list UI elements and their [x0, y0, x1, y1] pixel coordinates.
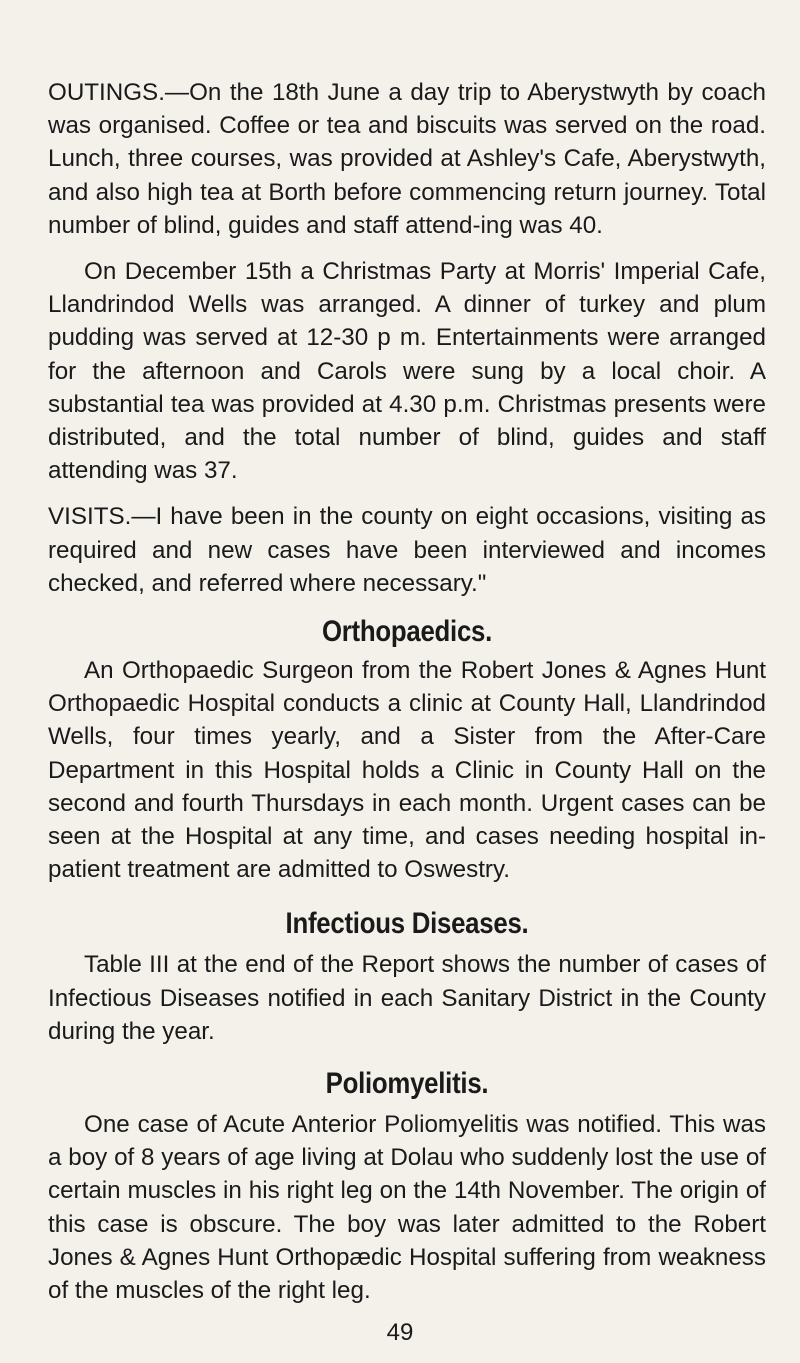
infectious-diseases-paragraph: Table III at the end of the Report shows the number of cases of Infectious Diseases notified in each Sanitary District in the County during the year. [48, 951, 766, 1045]
orthopaedics-heading: Orthopaedics. [321, 615, 493, 649]
visits-paragraph: VISITS.—I have been in the county on eight occasions, visiting as required and new cases have been interviewed and incomes checked, and referred where necessary." [48, 503, 766, 597]
christmas-party-paragraph: On December 15th a Christmas Party at Morris' Imperial Cafe, Llandrindod Wells was arranged. A dinner of turkey and plum pudding was served at 12-30 p m. Entertainments were arranged for the afternoon and Carols were sung by a local choir. A substantial tea was provided at 4.30 p.m. Christmas presents were distributed, and the total number of blind, guides and staff attending was 37. [48, 258, 766, 485]
poliomyelitis-heading: Poliomyelitis. [325, 1067, 489, 1101]
poliomyelitis-paragraph: One case of Acute Anterior Poliomyelitis was notified. This was a boy of 8 years of age living at Dolau who suddenly lost the use of certain muscles in his right leg on the 14th November. The origin of this case is obscure. The boy was later admitted to the Robert Jones & Agnes Hunt Orthopædic Hospital suffering from weakness of the muscles of the right leg. [48, 1111, 766, 1305]
orthopaedics-paragraph: An Orthopaedic Surgeon from the Robert Jones & Agnes Hunt Orthopaedic Hospital conducts a clinic at County Hall, Llandrindod Wells, four times yearly, and a Sister from the After-Care Department in this Hospital holds a Clinic in County Hall on the second and fourth Thursdays in each month. Urgent cases can be seen at the Hospital at any time, and cases needing hospital in-patient treatment are admitted to Oswestry. [48, 657, 766, 884]
infectious-diseases-heading: Infectious Diseases. [285, 907, 529, 941]
outings-paragraph: OUTINGS.—On the 18th June a day trip to Aberystwyth by coach was organised. Coffee or tea and biscuits was served on the road. Lunch, three courses, was provided at Ashley's Cafe, Aberystwyth, and also high tea at Borth before commencing return journey. Total number of blind, guides and staff attend-ing was 40. [48, 79, 766, 239]
page-number: 49 [386, 1319, 414, 1346]
